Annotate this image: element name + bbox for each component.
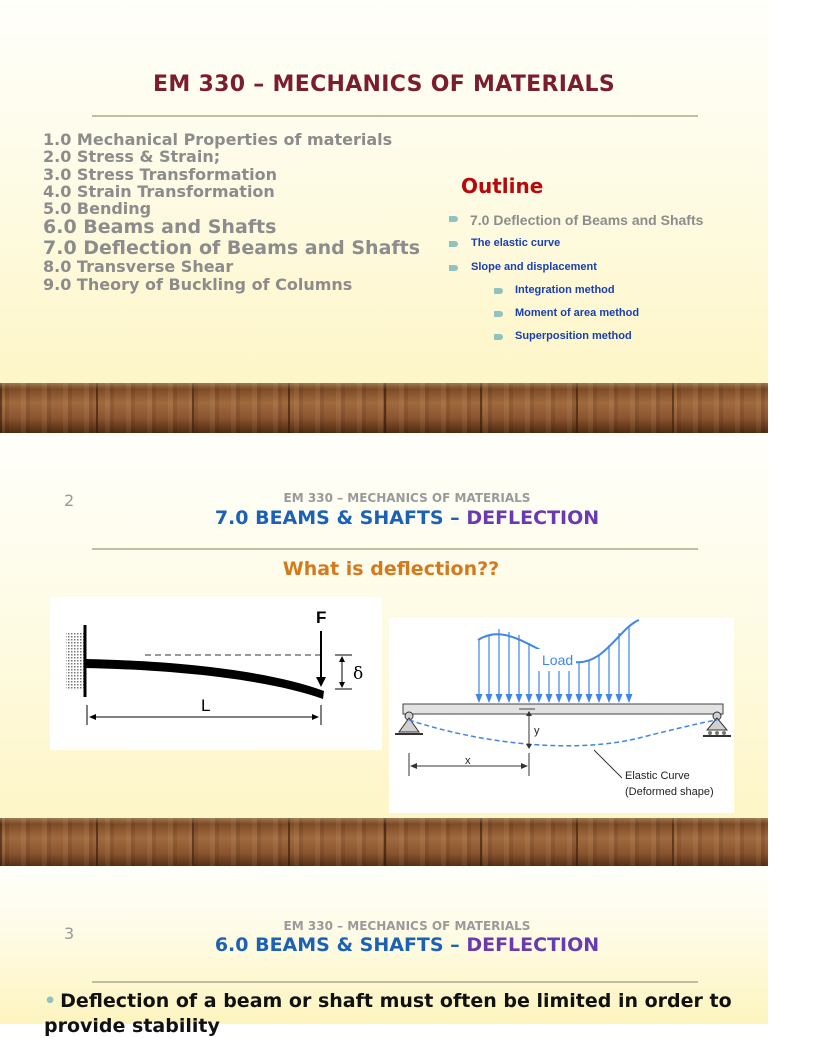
beam bbox=[403, 704, 723, 714]
x-arrow-left bbox=[410, 763, 417, 769]
deflection-label: δ bbox=[353, 664, 364, 684]
load-arrowhead bbox=[556, 694, 563, 703]
x-label: x bbox=[465, 755, 471, 767]
x-arrow-right bbox=[521, 763, 528, 769]
course-contents-list bbox=[43, 131, 420, 293]
load-arrowhead bbox=[616, 694, 623, 703]
wood-floor-decoration bbox=[0, 383, 768, 433]
right-roller bbox=[708, 731, 712, 735]
slide-title bbox=[0, 934, 814, 956]
page-number: 3 bbox=[64, 924, 75, 943]
y-label: y bbox=[534, 725, 540, 737]
contents-item: 6.0 Beams and Shafts bbox=[43, 216, 277, 239]
slide-1 bbox=[0, 0, 768, 433]
slide-title-highlight: DEFLECTION bbox=[466, 507, 600, 529]
right-support bbox=[707, 718, 727, 730]
outline-subitem: Superposition method bbox=[515, 330, 632, 342]
bullet-text: Deflection of a beam or shaft must often be limited in order to provide stability bbox=[44, 990, 732, 1037]
contents-item: 9.0 Theory of Buckling of Columns bbox=[43, 274, 353, 294]
load-arrowhead bbox=[586, 694, 593, 703]
bullet-arrow-icon bbox=[449, 241, 458, 247]
wood-floor-decoration bbox=[0, 818, 768, 868]
force-label: F bbox=[316, 608, 327, 627]
force-arrowhead bbox=[316, 677, 326, 687]
slide-title-highlight: DEFLECTION bbox=[466, 934, 600, 956]
load-arrowhead bbox=[486, 694, 493, 703]
delta-arrow-top bbox=[339, 656, 345, 662]
elastic-curve-label: Elastic Curve bbox=[625, 770, 690, 782]
load-arrowhead bbox=[596, 694, 603, 703]
load-arrowhead bbox=[506, 694, 513, 703]
deflected-beam bbox=[85, 659, 324, 699]
load-arrowhead bbox=[576, 694, 583, 703]
callout-leader bbox=[594, 750, 622, 778]
bullet-arrow-icon bbox=[449, 265, 458, 271]
question-heading: What is deflection?? bbox=[282, 558, 500, 580]
outline-item: 7.0 Deflection of Beams and Shafts bbox=[470, 212, 704, 228]
length-arrow-right bbox=[312, 714, 319, 720]
slide-2 bbox=[0, 433, 768, 866]
load-arrowhead bbox=[626, 694, 633, 703]
load-arrowhead bbox=[516, 694, 523, 703]
contents-item: 7.0 Deflection of Beams and Shafts bbox=[43, 236, 421, 259]
contents-item: 1.0 Mechanical Properties of materials bbox=[43, 130, 393, 149]
title-divider bbox=[92, 115, 698, 117]
contents-item: 2.0 Stress & Strain; bbox=[43, 147, 221, 167]
slide-title: EM 330 – MECHANICS OF MATERIALS bbox=[153, 72, 615, 97]
right-roller bbox=[722, 731, 726, 735]
outline-item: Slope and displacement bbox=[471, 261, 597, 273]
contents-item: 8.0 Transverse Shear bbox=[43, 257, 234, 277]
length-arrow-left bbox=[89, 714, 96, 720]
outline-subitem: Moment of area method bbox=[515, 307, 640, 319]
delta-arrow-bottom bbox=[339, 682, 345, 688]
course-subtitle: EM 330 – MECHANICS OF MATERIALS bbox=[283, 491, 531, 505]
contents-item: 5.0 Bending bbox=[43, 199, 152, 219]
bullet-dot-icon: • bbox=[44, 990, 57, 1012]
page-number: 2 bbox=[64, 491, 75, 510]
slide-3 bbox=[0, 866, 768, 1037]
course-subtitle: EM 330 – MECHANICS OF MATERIALS bbox=[283, 919, 531, 933]
outline-item: The elastic curve bbox=[471, 237, 561, 249]
title-divider bbox=[92, 981, 698, 983]
right-roller bbox=[715, 731, 719, 735]
title-divider bbox=[92, 548, 698, 550]
bullet-arrow-icon bbox=[494, 334, 503, 340]
bullet-arrow-icon bbox=[494, 311, 503, 317]
load-arrowhead bbox=[496, 694, 503, 703]
load-label: Load bbox=[542, 652, 574, 668]
fixed-support-wall bbox=[66, 633, 84, 689]
load-arrowhead bbox=[546, 694, 553, 703]
elastic-curve bbox=[409, 720, 717, 746]
deformed-shape-label: (Deformed shape) bbox=[625, 786, 714, 798]
load-arrowhead bbox=[476, 694, 483, 703]
elastic-curve-figure bbox=[389, 618, 734, 813]
outline-subitem: Integration method bbox=[515, 284, 615, 296]
load-arrowhead bbox=[536, 694, 543, 703]
bullet-point bbox=[44, 989, 744, 1038]
slide-title-part: 7.0 BEAMS & SHAFTS – bbox=[214, 507, 467, 529]
load-arrowhead bbox=[526, 694, 533, 703]
bullet-arrow-icon bbox=[449, 216, 458, 222]
load-arrowhead bbox=[566, 694, 573, 703]
cantilever-diagram bbox=[50, 597, 382, 750]
slide-title-part: 6.0 BEAMS & SHAFTS – bbox=[214, 934, 467, 956]
bullet-arrow-icon bbox=[494, 288, 503, 294]
load-arrowhead bbox=[606, 694, 613, 703]
outline-heading: Outline bbox=[461, 174, 544, 198]
length-label: L bbox=[201, 696, 211, 715]
cantilever-beam-figure bbox=[50, 597, 382, 750]
y-arrow-bottom bbox=[526, 744, 532, 749]
contents-item: 3.0 Stress Transformation bbox=[43, 164, 278, 184]
contents-item: 4.0 Strain Transformation bbox=[43, 181, 275, 201]
slide-title bbox=[0, 507, 814, 529]
elastic-curve-diagram bbox=[389, 618, 734, 813]
